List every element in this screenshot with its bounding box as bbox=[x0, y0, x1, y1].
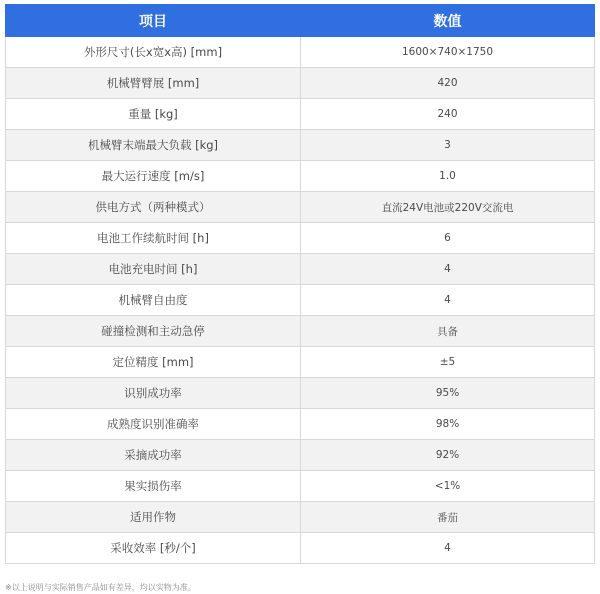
row-name: 最大运行速度 [m/s] bbox=[6, 161, 301, 192]
table-row bbox=[6, 37, 595, 68]
table-row bbox=[6, 471, 595, 502]
row-name: 采摘成功率 bbox=[6, 440, 301, 471]
table-row bbox=[6, 409, 595, 440]
row-name: 机械臂末端最大负载 [kg] bbox=[6, 130, 301, 161]
row-name: 采收效率 [秒/个] bbox=[6, 533, 301, 564]
table-row bbox=[6, 502, 595, 533]
row-value: 1.0 bbox=[301, 161, 595, 192]
row-value: 4 bbox=[301, 254, 595, 285]
row-value: 92% bbox=[301, 440, 595, 471]
row-name: 识别成功率 bbox=[6, 378, 301, 409]
row-name: 电池充电时间 [h] bbox=[6, 254, 301, 285]
row-name: 机械臂臂展 [mm] bbox=[6, 68, 301, 99]
table-row bbox=[6, 68, 595, 99]
table-row bbox=[6, 440, 595, 471]
row-value: 3 bbox=[301, 130, 595, 161]
footnote: ※以上说明与实际销售产品如有差异，均以实物为准。 bbox=[5, 583, 196, 592]
table-row bbox=[6, 347, 595, 378]
spec-table bbox=[5, 4, 595, 564]
row-value: 240 bbox=[301, 99, 595, 130]
row-value: 4 bbox=[301, 285, 595, 316]
row-value: 420 bbox=[301, 68, 595, 99]
row-name: 定位精度 [mm] bbox=[6, 347, 301, 378]
row-name: 碰撞检测和主动急停 bbox=[6, 316, 301, 347]
row-name: 电池工作续航时间 [h] bbox=[6, 223, 301, 254]
row-value: 番茄 bbox=[301, 502, 595, 533]
row-value: <1% bbox=[301, 471, 595, 502]
table-row bbox=[6, 285, 595, 316]
row-value: 4 bbox=[301, 533, 595, 564]
table-row bbox=[6, 316, 595, 347]
row-name: 供电方式（两种模式） bbox=[6, 192, 301, 223]
row-name: 机械臂自由度 bbox=[6, 285, 301, 316]
spec-table-body bbox=[6, 37, 595, 564]
row-name: 成熟度识别准确率 bbox=[6, 409, 301, 440]
table-row bbox=[6, 223, 595, 254]
row-name: 适用作物 bbox=[6, 502, 301, 533]
table-row bbox=[6, 161, 595, 192]
row-name: 果实损伤率 bbox=[6, 471, 301, 502]
header-row bbox=[6, 5, 595, 37]
row-value: 6 bbox=[301, 223, 595, 254]
header-value: 数值 bbox=[301, 5, 595, 37]
spec-table-header bbox=[6, 5, 595, 37]
table-row bbox=[6, 378, 595, 409]
row-value: 95% bbox=[301, 378, 595, 409]
table-row bbox=[6, 533, 595, 564]
row-name: 外形尺寸(长x宽x高) [mm] bbox=[6, 37, 301, 68]
row-value: ±5 bbox=[301, 347, 595, 378]
table-row bbox=[6, 192, 595, 223]
table-row bbox=[6, 254, 595, 285]
header-item: 项目 bbox=[6, 5, 301, 37]
row-value: 98% bbox=[301, 409, 595, 440]
row-value: 具备 bbox=[301, 316, 595, 347]
table-row bbox=[6, 130, 595, 161]
row-name: 重量 [kg] bbox=[6, 99, 301, 130]
table-row bbox=[6, 99, 595, 130]
row-value: 1600×740×1750 bbox=[301, 37, 595, 68]
row-value: 直流24V电池或220V交流电 bbox=[301, 192, 595, 223]
